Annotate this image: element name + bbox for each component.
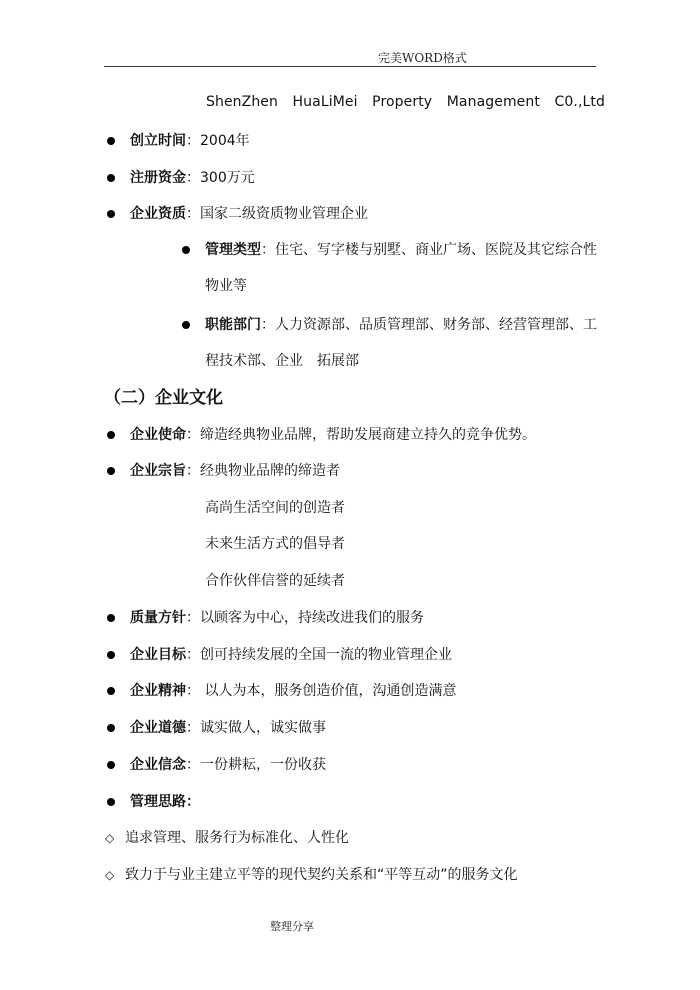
item-goal: 企业目标：创可持续发展的全国一流的物业管理企业 [130, 647, 452, 663]
diamond-item: 追求管理、服务行为标准化、人性化 [125, 830, 349, 846]
bullet-icon [107, 210, 115, 218]
purpose-line: 未来生活方式的倡导者 [205, 536, 345, 552]
purpose-line: 高尚生活空间的创造者 [205, 500, 345, 516]
sub-item-departments: 职能部门：人力资源部、品质管理部、财务部、经营管理部、工 [205, 317, 597, 333]
bullet-icon [107, 467, 115, 475]
sub-item-continuation: 物业等 [205, 278, 247, 294]
item-label: 企业目标 [130, 647, 186, 663]
item-label: 管理类型 [205, 242, 261, 258]
item-label: 企业精神 [130, 683, 186, 699]
item-belief: 企业信念：一份耕耘，一份收获 [130, 757, 326, 773]
item-label: 职能部门 [205, 317, 261, 333]
item-label: 企业道德 [130, 720, 186, 736]
item-spirit: 企业精神： 以人为本，服务创造价值，沟通创造满意 [130, 683, 457, 699]
item-founded: 创立时间：2004年 [130, 133, 250, 149]
item-value: 2004年 [200, 133, 250, 149]
header-divider [104, 66, 596, 67]
company-english-name: ShenZhen HuaLiMei Property Management C0.,Ltd [206, 94, 605, 110]
diamond-item: 致力于与业主建立平等的现代契约关系和“平等互动”的服务文化 [125, 867, 518, 883]
item-label: 企业使命 [130, 427, 186, 443]
bullet-icon [107, 687, 115, 695]
item-value: 人力资源部、品质管理部、财务部、经营管理部、工 [275, 317, 597, 333]
item-label: 管理思路 [130, 794, 186, 810]
item-quality-policy: 质量方针：以顾客为中心，持续改进我们的服务 [130, 610, 424, 626]
diamond-bullet-icon: ◇ [105, 868, 115, 882]
item-value: 300万元 [200, 170, 255, 186]
bullet-icon [182, 321, 190, 329]
bullet-icon [107, 724, 115, 732]
diamond-bullet-icon: ◇ [105, 831, 115, 845]
bullet-icon [107, 137, 115, 145]
item-mission: 企业使命：缔造经典物业品牌，帮助发展商建立持久的竞争优势。 [130, 427, 536, 443]
purpose-line: 合作伙伴信誉的延续者 [205, 573, 345, 589]
page-header: 完美WORD格式 [378, 51, 467, 65]
bullet-icon [107, 174, 115, 182]
item-value: 以人为本，服务创造价值，沟通创造满意 [200, 683, 457, 699]
item-label: 注册资金 [130, 170, 186, 186]
item-label: 创立时间 [130, 133, 186, 149]
sub-item-continuation: 程技术部、企业 拓展部 [205, 353, 359, 369]
item-value: 一份耕耘，一份收获 [200, 757, 326, 773]
item-purpose: 企业宗旨：经典物业品牌的缔造者 [130, 463, 340, 479]
item-management-approach: 管理思路： [130, 794, 200, 810]
item-value: 诚实做人，诚实做事 [200, 720, 326, 736]
item-value: 经典物业品牌的缔造者 [200, 463, 340, 479]
item-value: 国家二级资质物业管理企业 [200, 206, 368, 222]
item-label: 企业资质 [130, 206, 186, 222]
section-title: （二）企业文化 [104, 388, 223, 408]
item-label: 企业宗旨 [130, 463, 186, 479]
page-footer: 整理分享 [270, 920, 314, 933]
bullet-icon [107, 761, 115, 769]
bullet-icon [107, 431, 115, 439]
item-capital: 注册资金：300万元 [130, 170, 255, 186]
item-value: 以顾客为中心，持续改进我们的服务 [200, 610, 424, 626]
item-qualification: 企业资质：国家二级资质物业管理企业 [130, 206, 368, 222]
item-ethics: 企业道德：诚实做人，诚实做事 [130, 720, 326, 736]
bullet-icon [107, 798, 115, 806]
bullet-icon [107, 651, 115, 659]
bullet-icon [182, 246, 190, 254]
item-label: 企业信念 [130, 757, 186, 773]
item-label: 质量方针 [130, 610, 186, 626]
item-value: 创可持续发展的全国一流的物业管理企业 [200, 647, 452, 663]
item-value: 缔造经典物业品牌，帮助发展商建立持久的竞争优势。 [200, 427, 536, 443]
bullet-icon [107, 614, 115, 622]
item-value: 住宅、写字楼与别墅、商业广场、医院及其它综合性 [275, 242, 597, 258]
sub-item-management-type: 管理类型：住宅、写字楼与别墅、商业广场、医院及其它综合性 [205, 242, 597, 258]
